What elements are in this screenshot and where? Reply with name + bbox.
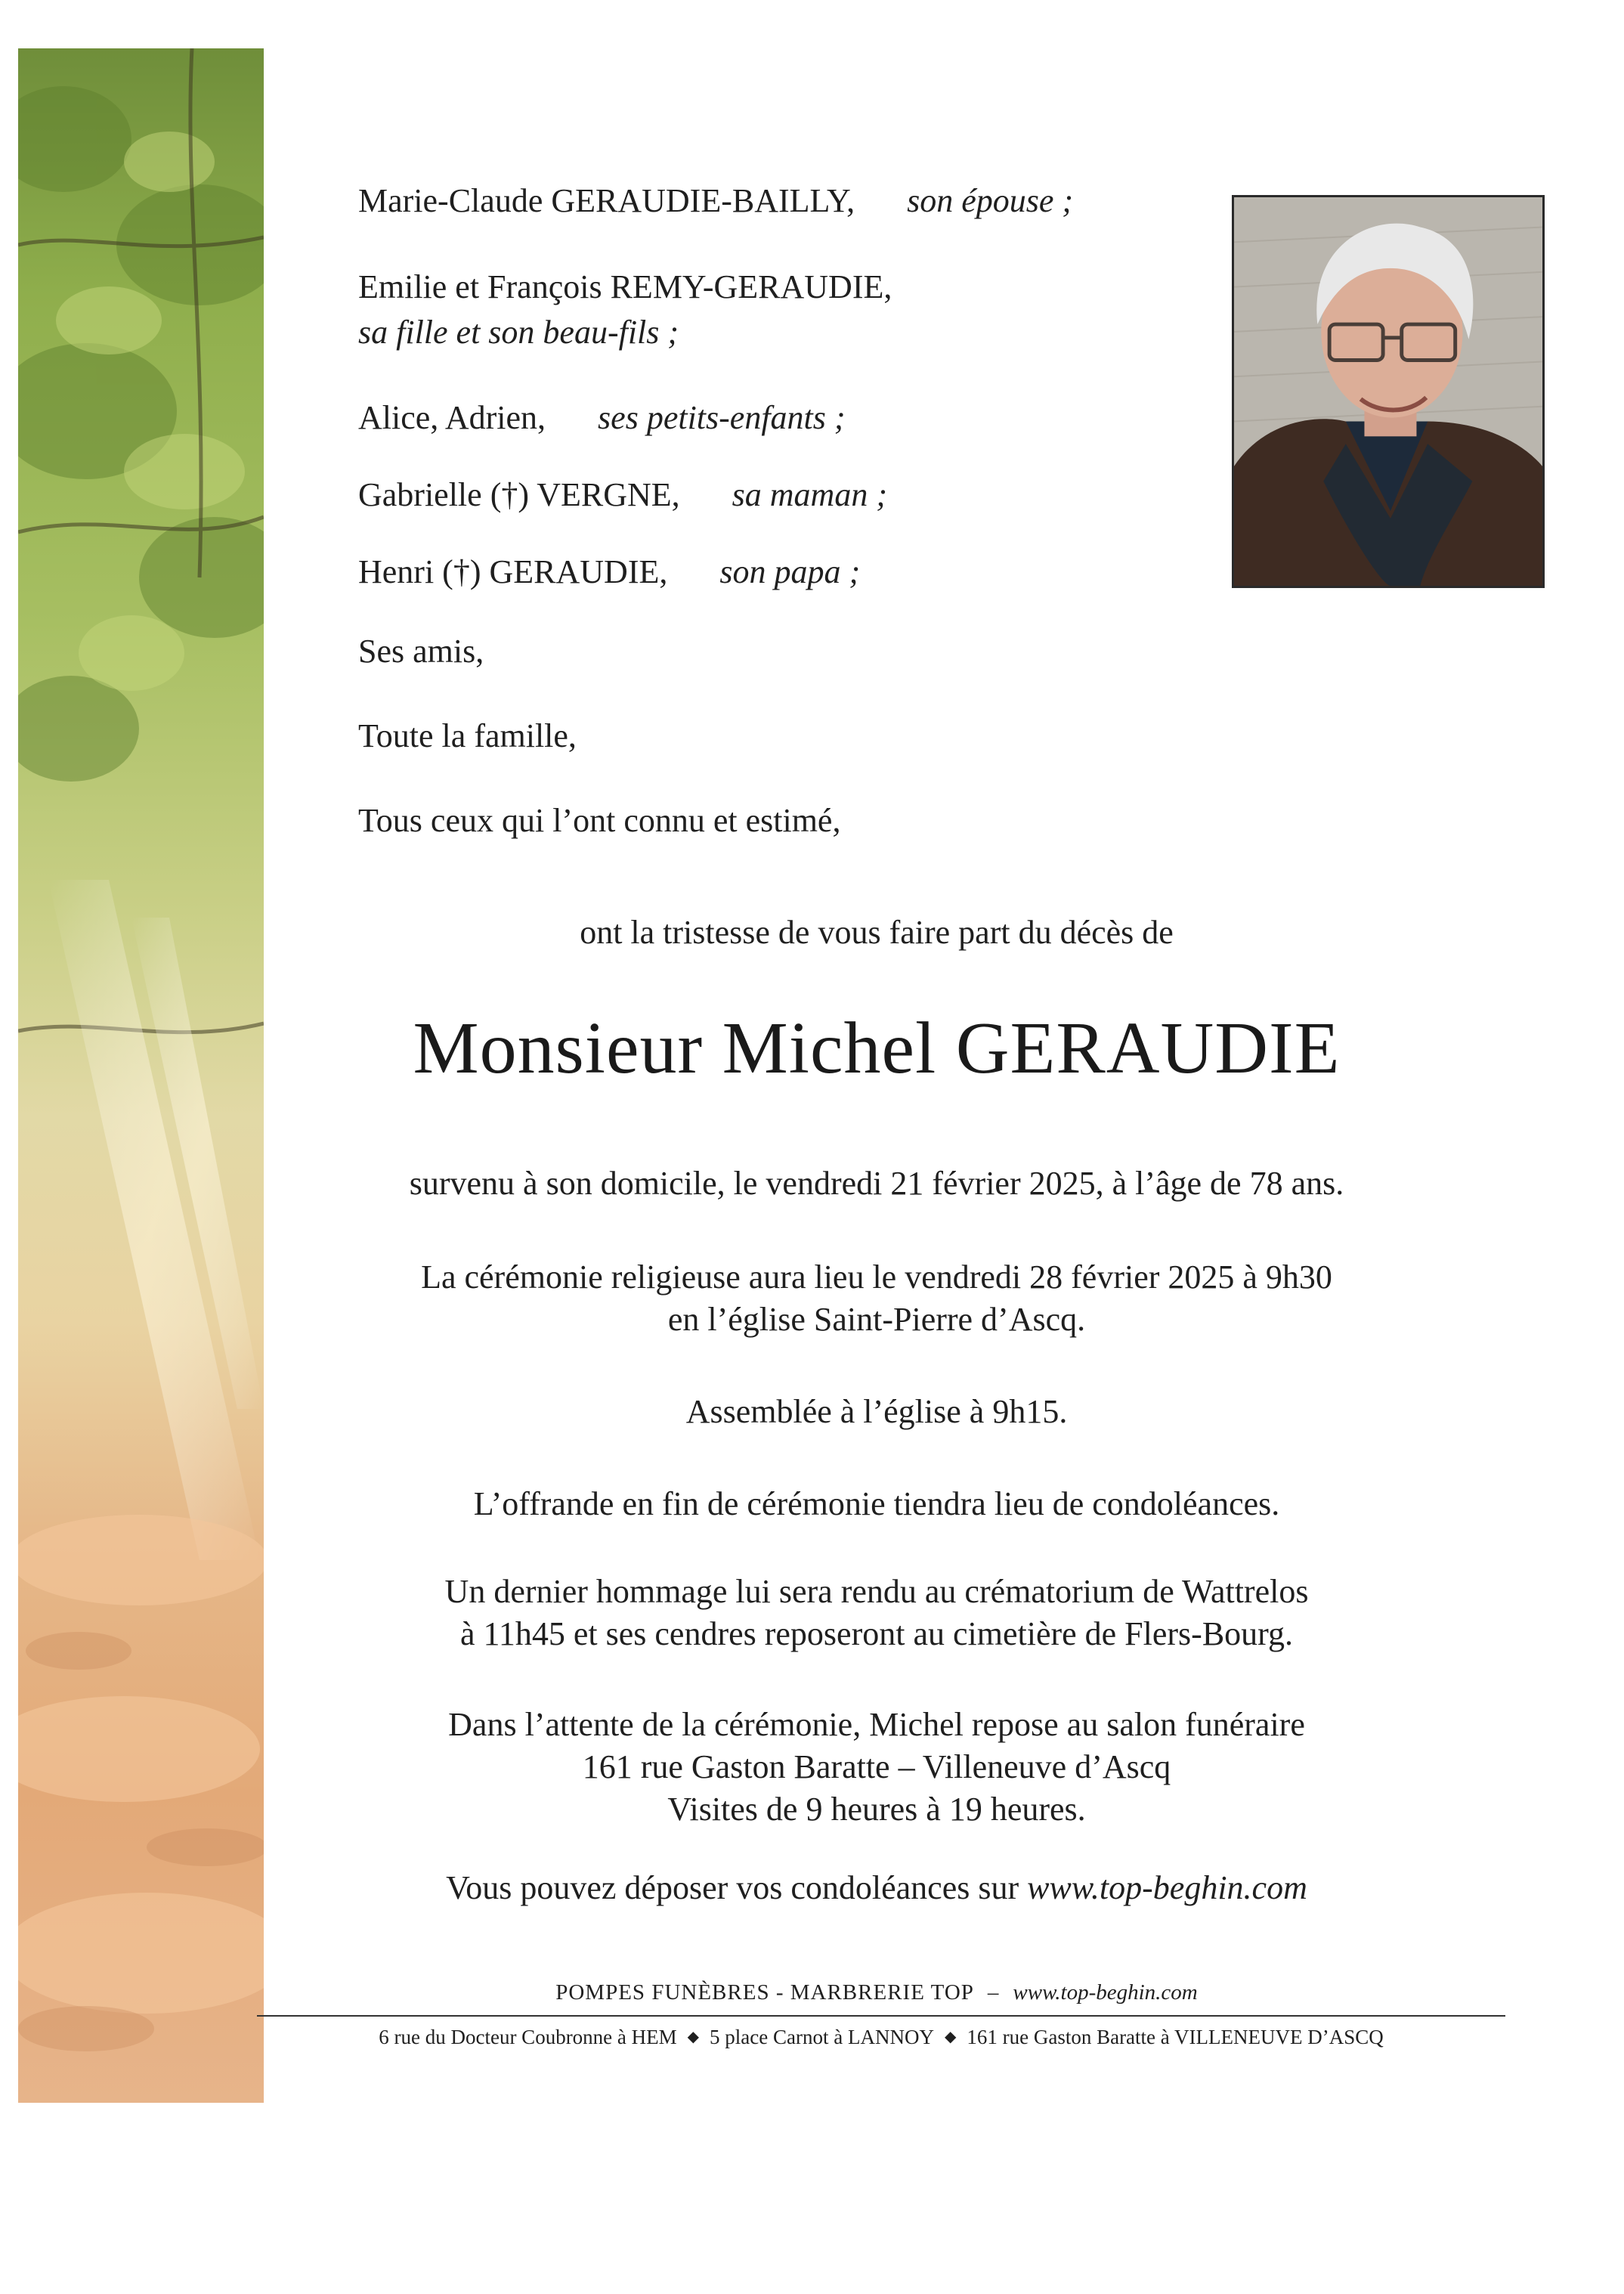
tribute-line-2: à 11h45 et ses cendres reposeront au cimetière de Flers-Bourg. xyxy=(459,1615,1294,1652)
footer-company xyxy=(257,1979,1496,2006)
rest-info xyxy=(333,1704,1421,1831)
footer-address-hem: 6 rue du Docteur Coubronne à HEM xyxy=(379,2026,677,2048)
footer-divider xyxy=(257,2015,1505,2017)
condolences-info xyxy=(333,1867,1421,1909)
family-line-family xyxy=(358,717,577,756)
condolences-line xyxy=(333,1867,1421,1909)
announcement-text: ont la tristesse de vous faire part du décès de xyxy=(580,914,1174,951)
family-name: Toute la famille, xyxy=(358,717,577,754)
death-line-text: survenu à son domicile, le vendredi 21 février 2025, à l’âge de 78 ans. xyxy=(409,1165,1344,1202)
family-relation: son papa ; xyxy=(719,553,861,590)
family-name: Tous ceux qui l’ont connu et estimé, xyxy=(358,802,841,839)
family-name: Emilie et François REMY-GERAUDIE, xyxy=(358,268,892,305)
ceremony-line-1: La cérémonie religieuse aura lieu le vendredi 28 février 2025 à 9h30 xyxy=(421,1258,1332,1296)
bullet-icon: ◆ xyxy=(687,2029,700,2045)
deceased-name-text: Monsieur Michel GERAUDIE xyxy=(413,1008,1341,1089)
announcement xyxy=(333,912,1421,954)
ceremony-info xyxy=(333,1256,1421,1341)
assembly-text: Assemblée à l’église à 9h15. xyxy=(685,1393,1068,1430)
family-relation: sa fille et son beau-fils ; xyxy=(358,314,679,351)
family-line-acquaintances xyxy=(358,801,840,841)
rest-line-1: Dans l’attente de la cérémonie, Michel repose au salon funéraire xyxy=(448,1706,1305,1743)
family-line-grandchildren xyxy=(358,398,846,438)
footer-dash: – xyxy=(987,1980,1000,2005)
family-name: Gabrielle (†) VERGNE, xyxy=(358,476,680,513)
footer-address-lannoy: 5 place Carnot à LANNOY xyxy=(710,2026,934,2048)
ceremony-line-2: en l’église Saint-Pierre d’Ascq. xyxy=(667,1301,1086,1338)
family-name: Ses amis, xyxy=(358,633,484,670)
rest-line-3: Visites de 9 heures à 19 heures. xyxy=(667,1791,1086,1828)
family-line-daughter-relation xyxy=(358,313,679,352)
footer-company-name: POMPES FUNÈBRES - MARBRERIE TOP xyxy=(555,1980,974,2005)
condolences-text: Vous pouvez déposer vos condoléances sur xyxy=(446,1869,1028,1906)
family-relation: sa maman ; xyxy=(732,476,887,513)
assembly-info xyxy=(333,1391,1421,1433)
offering-text: L’offrande en fin de cérémonie tiendra lieu de condoléances. xyxy=(473,1485,1280,1522)
deceased-name xyxy=(333,1007,1421,1090)
family-name: Henri (†) GERAUDIE, xyxy=(358,553,668,590)
forest-path-image xyxy=(18,48,264,2103)
family-line-daughter-name xyxy=(358,268,892,307)
footer-site-link[interactable]: www.top-beghin.com xyxy=(1013,1980,1198,2005)
tribute-line-1: Un dernier hommage lui sera rendu au crématorium de Wattrelos xyxy=(444,1573,1309,1610)
offering-info xyxy=(333,1483,1421,1525)
portrait-photo xyxy=(1232,195,1545,588)
footer-addresses xyxy=(257,2024,1505,2050)
family-relation: ses petits-enfants ; xyxy=(598,399,846,436)
condolences-site-link[interactable]: www.top-beghin.com xyxy=(1027,1869,1307,1906)
tribute-info xyxy=(333,1571,1421,1655)
rest-line-2: 161 rue Gaston Baratte – Villeneuve d’Ascq xyxy=(582,1748,1171,1785)
family-relation: son épouse ; xyxy=(907,182,1074,219)
family-line-spouse xyxy=(358,181,1073,221)
death-line xyxy=(333,1162,1421,1205)
family-line-mother xyxy=(358,475,887,515)
family-line-father xyxy=(358,553,860,592)
family-line-friends xyxy=(358,632,484,671)
footer-address-villeneuve: 161 rue Gaston Baratte à VILLENEUVE D’ASCQ xyxy=(967,2026,1384,2048)
family-name: Alice, Adrien, xyxy=(358,399,546,436)
family-name: Marie-Claude GERAUDIE-BAILLY, xyxy=(358,182,855,219)
bullet-icon: ◆ xyxy=(944,2029,957,2045)
